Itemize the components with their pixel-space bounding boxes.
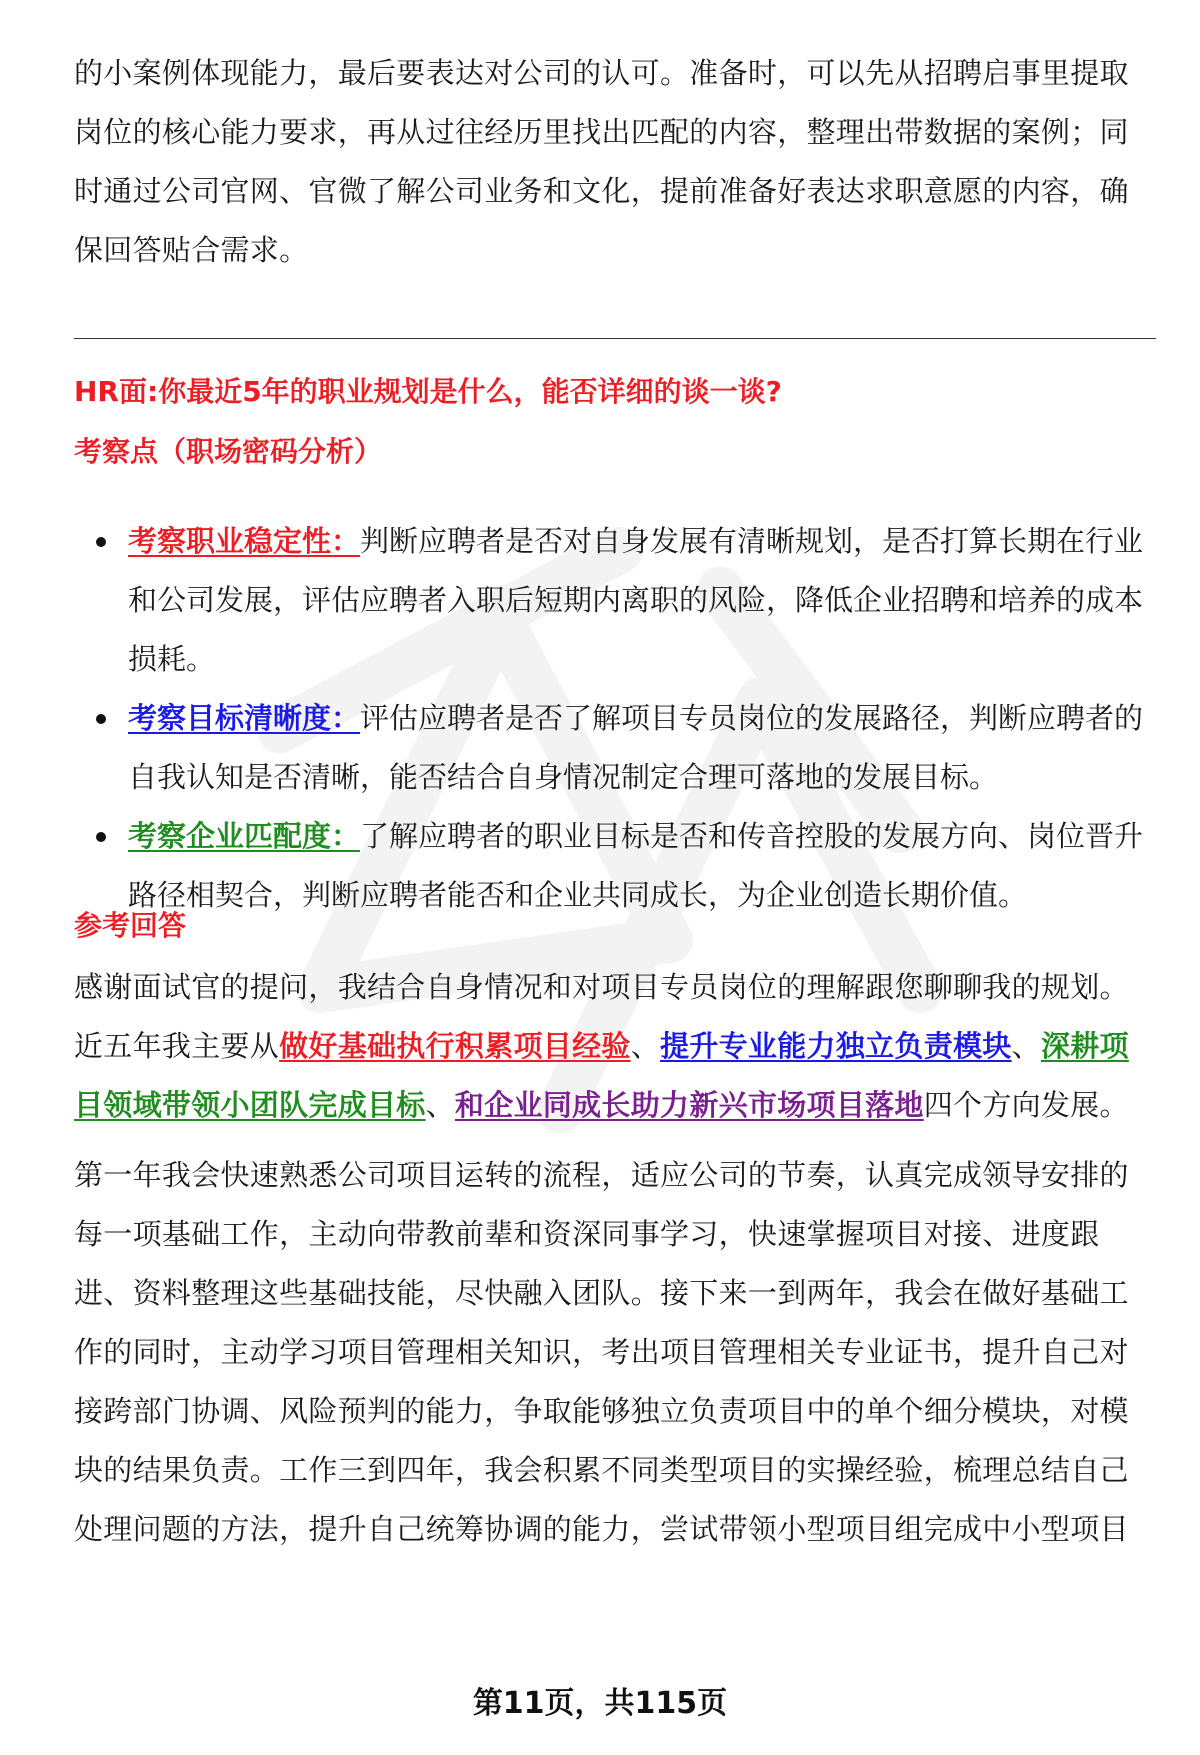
answer-intro-block <box>74 958 1150 1135</box>
point-text-stability: 判断应聘者是否对自身发展有清晰规划，是否打算长期在行业和公司发展，评估应聘者入职后短期内离职的风险，降低企业招聘和培养的成本损耗。 <box>128 524 1144 676</box>
intro-paragraph: 的小案例体现能力，最后要表达对公司的认可。准备时，可以先从招聘启事里提取岗位的核心能力要求，再从过往经历里找出匹配的内容，整理出带数据的案例；同时通过公司官网、官微了解公司业务和文化，提前准备好表达求职意愿的内容，确保回答贴合需求。 <box>74 56 1129 267</box>
bullet-icon <box>96 832 106 842</box>
separator: 、 <box>425 1088 455 1122</box>
point-text-clarity: 评估应聘者是否了解项目专员岗位的发展路径，判断应聘者的自我认知是否清晰，能否结合自身情况制定合理可落地的发展目标。 <box>128 701 1144 794</box>
answer-intro-text: 感谢面试官的提问，我结合自身情况和对项目专员岗位的理解跟您聊聊我的规划。近五年我主要从 <box>74 970 1129 1063</box>
direction-4: 和企业同成长助力新兴市场项目落地 <box>454 1088 924 1122</box>
section-divider <box>74 338 1156 339</box>
point-label-clarity: 考察目标清晰度： <box>128 701 361 735</box>
direction-1: 做好基础执行积累项目经验 <box>279 1029 631 1063</box>
separator: 、 <box>630 1029 661 1063</box>
separator: 、 <box>1011 1029 1041 1063</box>
direction-3: 深耕项目领域带领小团队完成目标 <box>74 1029 1129 1122</box>
point-label-stability: 考察职业稳定性： <box>128 524 361 558</box>
point-label-fit: 考察企业匹配度： <box>128 819 361 853</box>
point-text-fit: 了解应聘者的职业目标是否和传音控股的发展方向、岗位晋升路径相契合，判断应聘者能否和企业共同成长，为企业创造长期价值。 <box>128 819 1144 912</box>
bullet-icon <box>96 714 106 724</box>
answer-end-text: 四个方向发展。 <box>923 1088 1129 1122</box>
intro-paragraph-block <box>74 44 1150 280</box>
interview-question: HR面:你最近5年的职业规划是什么，能否详细的谈一谈? <box>74 375 782 408</box>
answer-intro-paragraph <box>74 958 1150 1135</box>
bullet-icon <box>96 537 106 547</box>
analysis-points-list <box>74 512 1150 925</box>
answer-body-paragraph: 第一年我会快速熟悉公司项目运转的流程，适应公司的节奏，认真完成领导安排的每一项基础工作，主动向带教前辈和资深同事学习，快速掌握项目对接、进度跟进、资料整理这些基础技能，尽快融入团队。接下来一到两年，我会在做好基础工作的同时，主动学习项目管理相关知识，考出项目管理相关专业证书，提升自己对接跨部门协调、风险预判的能力，争取能够独立负责项目中的单个细分模块，对模块的结果负责。工作三到四年，我会积累不同类型项目的实操经验，梳理总结自己处理问题的方法，提升自己统筹协调的能力，尝试带领小型项目组完成中小型项目 <box>74 1158 1129 1546</box>
direction-2: 提升专业能力独立负责模块 <box>660 1029 1012 1063</box>
list-item <box>74 512 1150 689</box>
list-item <box>74 807 1150 925</box>
answer-body-block <box>74 1146 1150 1559</box>
page-number: 第11页，共115页 <box>472 1686 728 1721</box>
analysis-heading: 考察点（职场密码分析） <box>74 435 383 468</box>
list-item <box>74 689 1150 807</box>
answer-heading: 参考回答 <box>74 909 187 942</box>
